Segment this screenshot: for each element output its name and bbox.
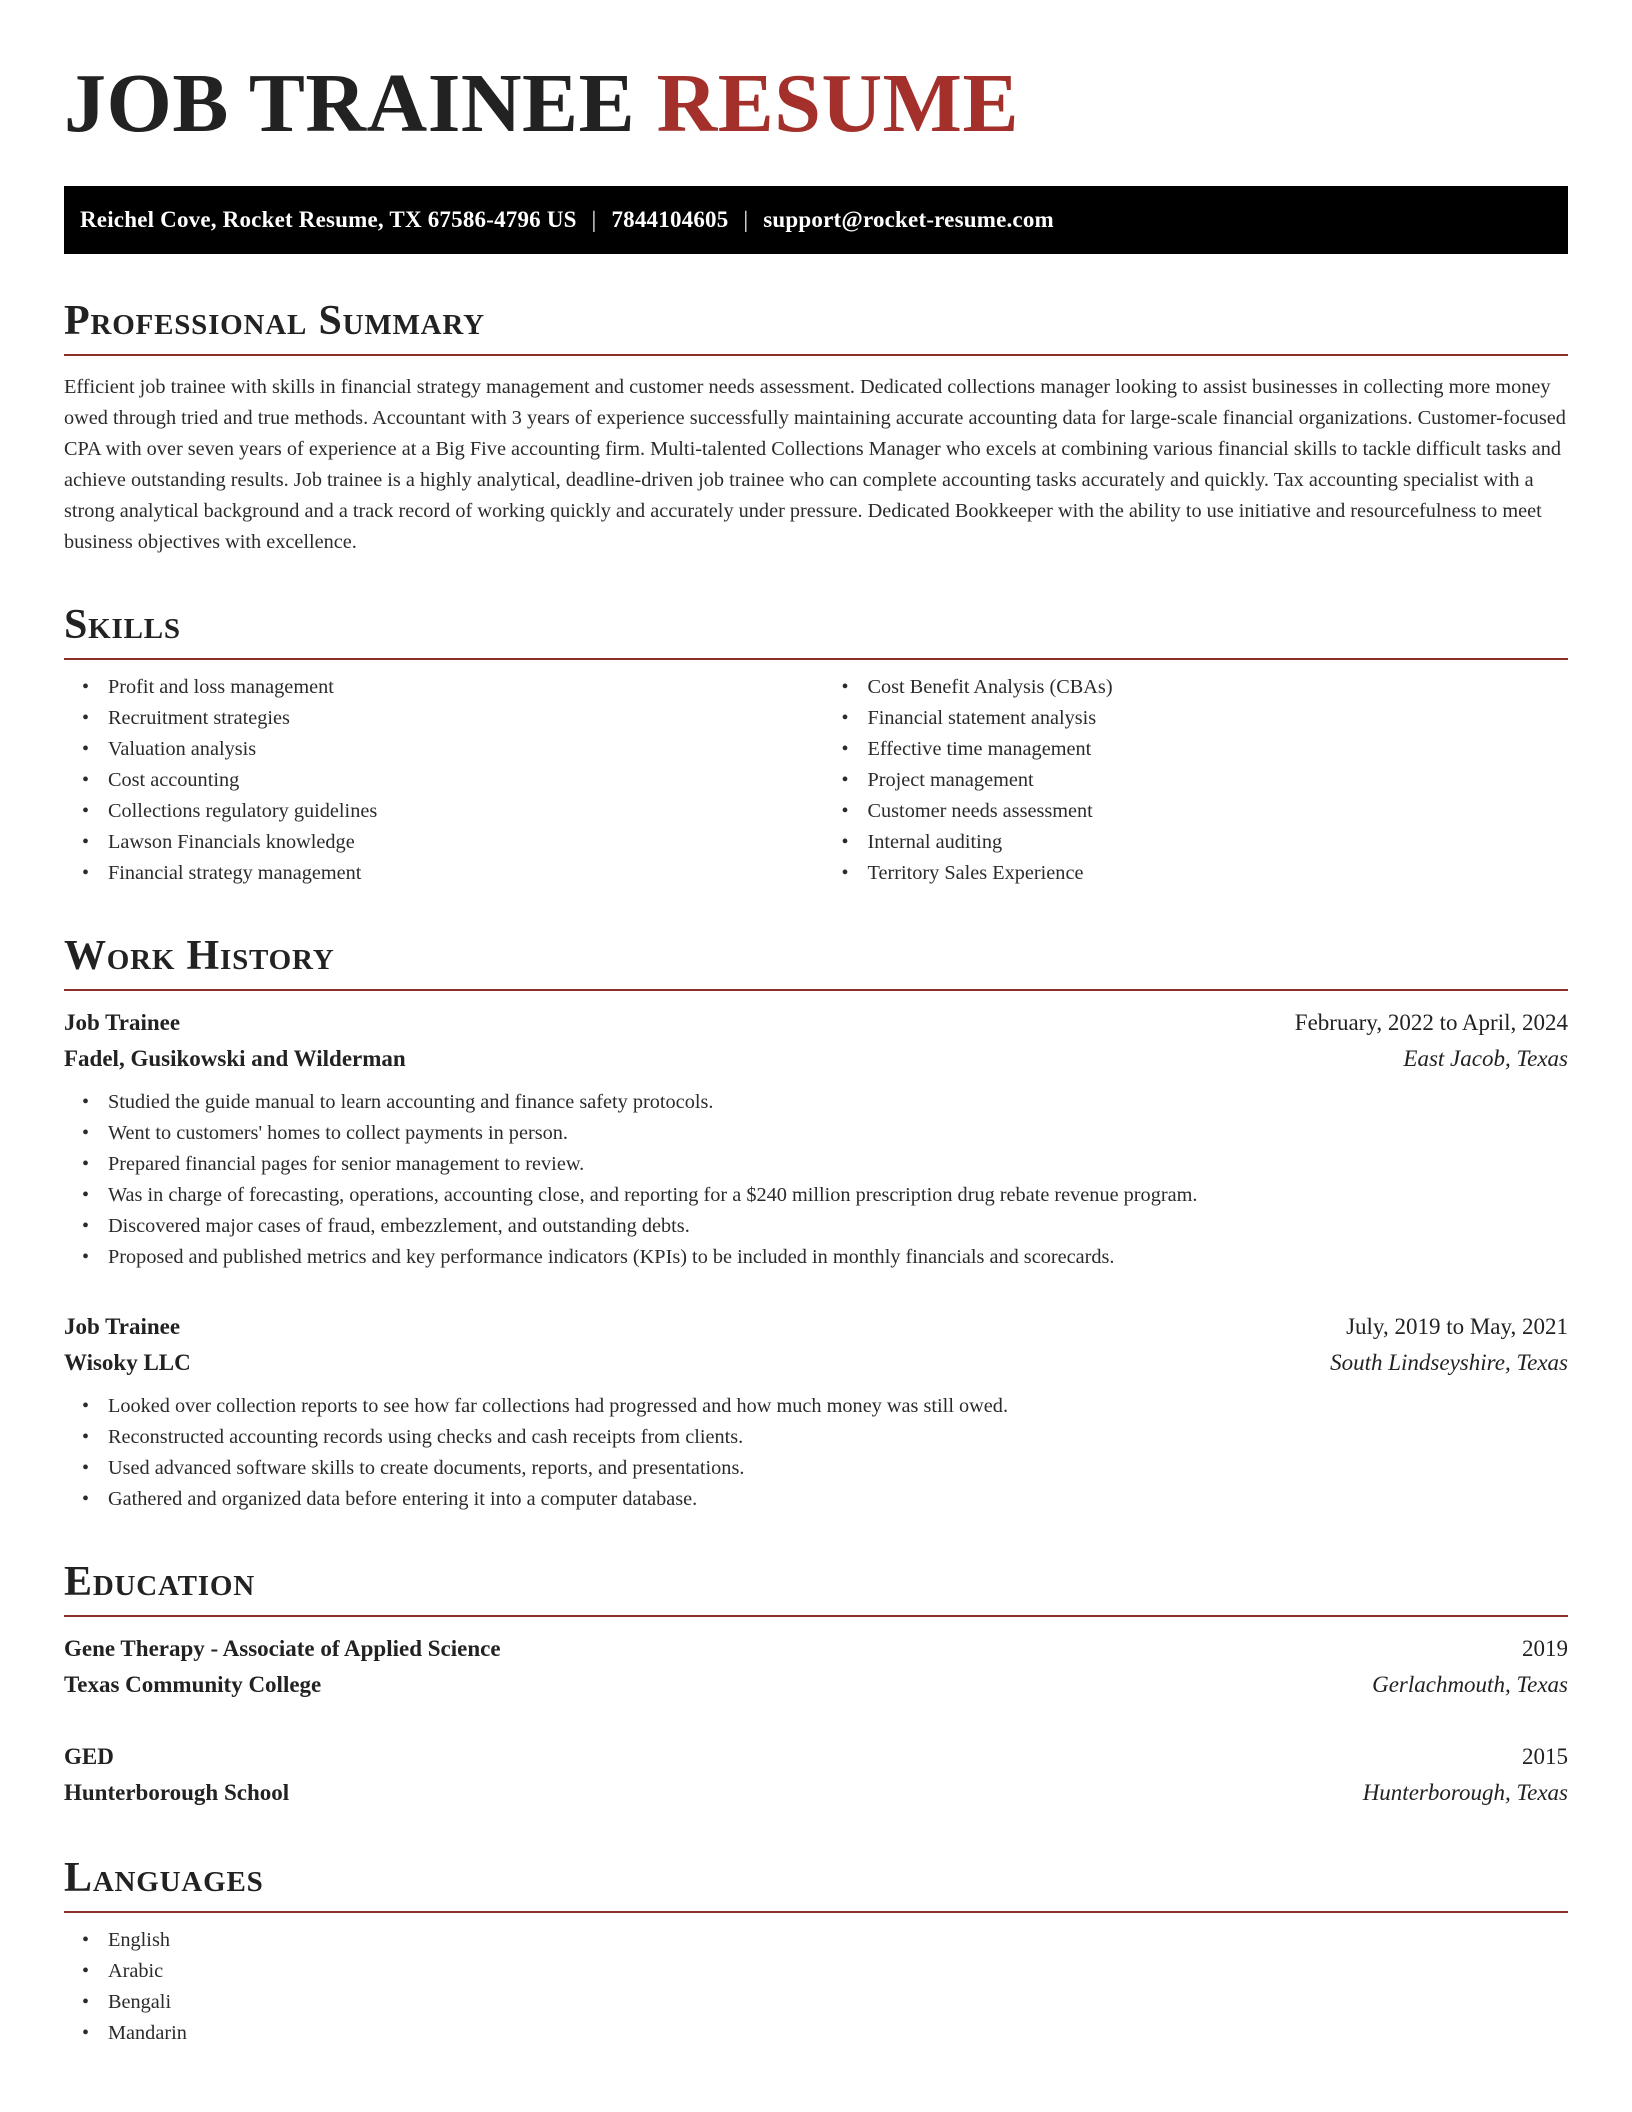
skill-item: • Recruitment strategies — [64, 703, 809, 734]
education-entry — [64, 1739, 1568, 1811]
summary-heading: Professional Summary — [64, 296, 1568, 356]
education-entry — [64, 1631, 1568, 1703]
skills-list-right — [824, 672, 1569, 889]
skill-item: • Financial statement analysis — [824, 703, 1569, 734]
skill-item: • Internal auditing — [824, 827, 1569, 858]
job-duty-item: • Went to customers' homes to collect payments in person. — [64, 1118, 1568, 1149]
summary-text: Efficient job trainee with skills in financial strategy management and customer needs assessment. Dedicated collections manager looking to assist businesses in collecting more money owed through tried and true methods. Accountant with 3 years of experience successfully maintaining accurate accounting data for large-scale financial organizations. Customer-focused CPA with over seven years of experience at a Big Five accounting firm. Multi-talented Collections Manager who excels at combining various financial skills to tackle difficult tasks and achieve outstanding results. Job trainee is a highly analytical, deadline-driven job trainee who can complete accounting tasks accurately and quickly. Tax accounting specialist with a strong analytical background and a track record of working quickly and accurately under pressure. Dedicated Bookkeeper with the ability to use initiative and resourcefulness to meet business objectives with excellence. — [64, 376, 1566, 553]
job-duty-item: • Gathered and organized data before entering it into a computer database. — [64, 1484, 1568, 1515]
work-entry-header — [64, 1005, 1568, 1041]
company-name: Fadel, Gusikowski and Wilderman — [64, 1046, 406, 1071]
education-heading: Education — [64, 1557, 1568, 1617]
skills-section — [64, 600, 1568, 889]
skill-item: • Collections regulatory guidelines — [64, 796, 809, 827]
skill-item: • Customer needs assessment — [824, 796, 1569, 827]
job-title: Job Trainee — [64, 1314, 181, 1339]
job-title: Job Trainee — [64, 1010, 181, 1035]
degree-name: Gene Therapy - Associate of Applied Science — [64, 1636, 501, 1661]
job-duty-item: • Studied the guide manual to learn accounting and finance safety protocols. — [64, 1087, 1568, 1118]
education-entry-header — [64, 1631, 1568, 1667]
education-entry-subheader — [64, 1775, 1568, 1811]
skill-item: • Cost accounting — [64, 765, 809, 796]
job-duty-item: • Prepared financial pages for senior management to review. — [64, 1149, 1568, 1180]
work-entry-subheader — [64, 1345, 1568, 1381]
school-name: Hunterborough School — [64, 1780, 290, 1805]
job-duty-item: • Reconstructed accounting records using checks and cash receipts from clients. — [64, 1422, 1568, 1453]
work-entry-subheader — [64, 1041, 1568, 1077]
resume-title — [64, 56, 1568, 152]
company-name: Wisoky LLC — [64, 1350, 191, 1375]
contact-separator: | — [591, 207, 597, 232]
school-name: Texas Community College — [64, 1672, 322, 1697]
title-accent: RESUME — [656, 57, 1019, 150]
language-item: • English — [64, 1925, 1568, 1956]
graduation-year: 2015 — [1522, 1744, 1568, 1769]
skills-list-left — [64, 672, 809, 889]
skills-grid — [64, 660, 1568, 889]
skill-item: • Lawson Financials knowledge — [64, 827, 809, 858]
job-dates: February, 2022 to April, 2024 — [1294, 1010, 1568, 1035]
skill-item: • Cost Benefit Analysis (CBAs) — [824, 672, 1569, 703]
work-history-heading: Work History — [64, 931, 1568, 991]
languages-list — [64, 1925, 1568, 2049]
graduation-year: 2019 — [1522, 1636, 1568, 1661]
work-entry — [64, 1005, 1568, 1273]
skill-item: • Project management — [824, 765, 1569, 796]
language-item: • Bengali — [64, 1987, 1568, 2018]
skills-column-left — [64, 660, 809, 889]
languages-section — [64, 1853, 1568, 2049]
languages-heading: Languages — [64, 1853, 1568, 1913]
skills-heading: Skills — [64, 600, 1568, 660]
contact-bar — [64, 186, 1568, 254]
title-main: JOB TRAINEE — [64, 57, 636, 150]
skill-item: • Territory Sales Experience — [824, 858, 1569, 889]
school-location: Hunterborough, Texas — [1362, 1780, 1568, 1805]
education-section — [64, 1557, 1568, 1811]
school-location: Gerlachmouth, Texas — [1372, 1672, 1568, 1697]
job-duty-item: • Proposed and published metrics and key performance indicators (KPIs) to be included in monthly financials and scorecards. — [64, 1242, 1568, 1273]
job-duty-item: • Was in charge of forecasting, operations, accounting close, and reporting for a $240 million prescription drug rebate revenue program. — [64, 1180, 1568, 1211]
work-entry-header — [64, 1309, 1568, 1345]
skills-column-right — [809, 660, 1569, 889]
contact-separator: | — [743, 207, 749, 232]
work-entry — [64, 1309, 1568, 1515]
summary-section — [64, 296, 1568, 558]
contact-address: Reichel Cove, Rocket Resume, TX 67586-4796 US — [80, 207, 577, 232]
education-entry-subheader — [64, 1667, 1568, 1703]
job-location: South Lindseyshire, Texas — [1330, 1350, 1568, 1375]
skill-item: • Profit and loss management — [64, 672, 809, 703]
job-duty-item: • Discovered major cases of fraud, embezzlement, and outstanding debts. — [64, 1211, 1568, 1242]
skill-item: • Financial strategy management — [64, 858, 809, 889]
language-item: • Arabic — [64, 1956, 1568, 1987]
job-duty-item: • Used advanced software skills to create documents, reports, and presentations. — [64, 1453, 1568, 1484]
job-duties-list — [64, 1391, 1568, 1515]
degree-name: GED — [64, 1744, 114, 1769]
language-item: • Mandarin — [64, 2018, 1568, 2049]
education-entry-header — [64, 1739, 1568, 1775]
contact-email: support@rocket-resume.com — [763, 207, 1054, 232]
work-history-section — [64, 931, 1568, 1515]
job-location: East Jacob, Texas — [1403, 1046, 1568, 1071]
contact-phone: 7844104605 — [611, 207, 729, 232]
skill-item: • Valuation analysis — [64, 734, 809, 765]
job-duties-list — [64, 1087, 1568, 1273]
skill-item: • Effective time management — [824, 734, 1569, 765]
job-duty-item: • Looked over collection reports to see how far collections had progressed and how much money was still owed. — [64, 1391, 1568, 1422]
job-dates: July, 2019 to May, 2021 — [1346, 1314, 1568, 1339]
